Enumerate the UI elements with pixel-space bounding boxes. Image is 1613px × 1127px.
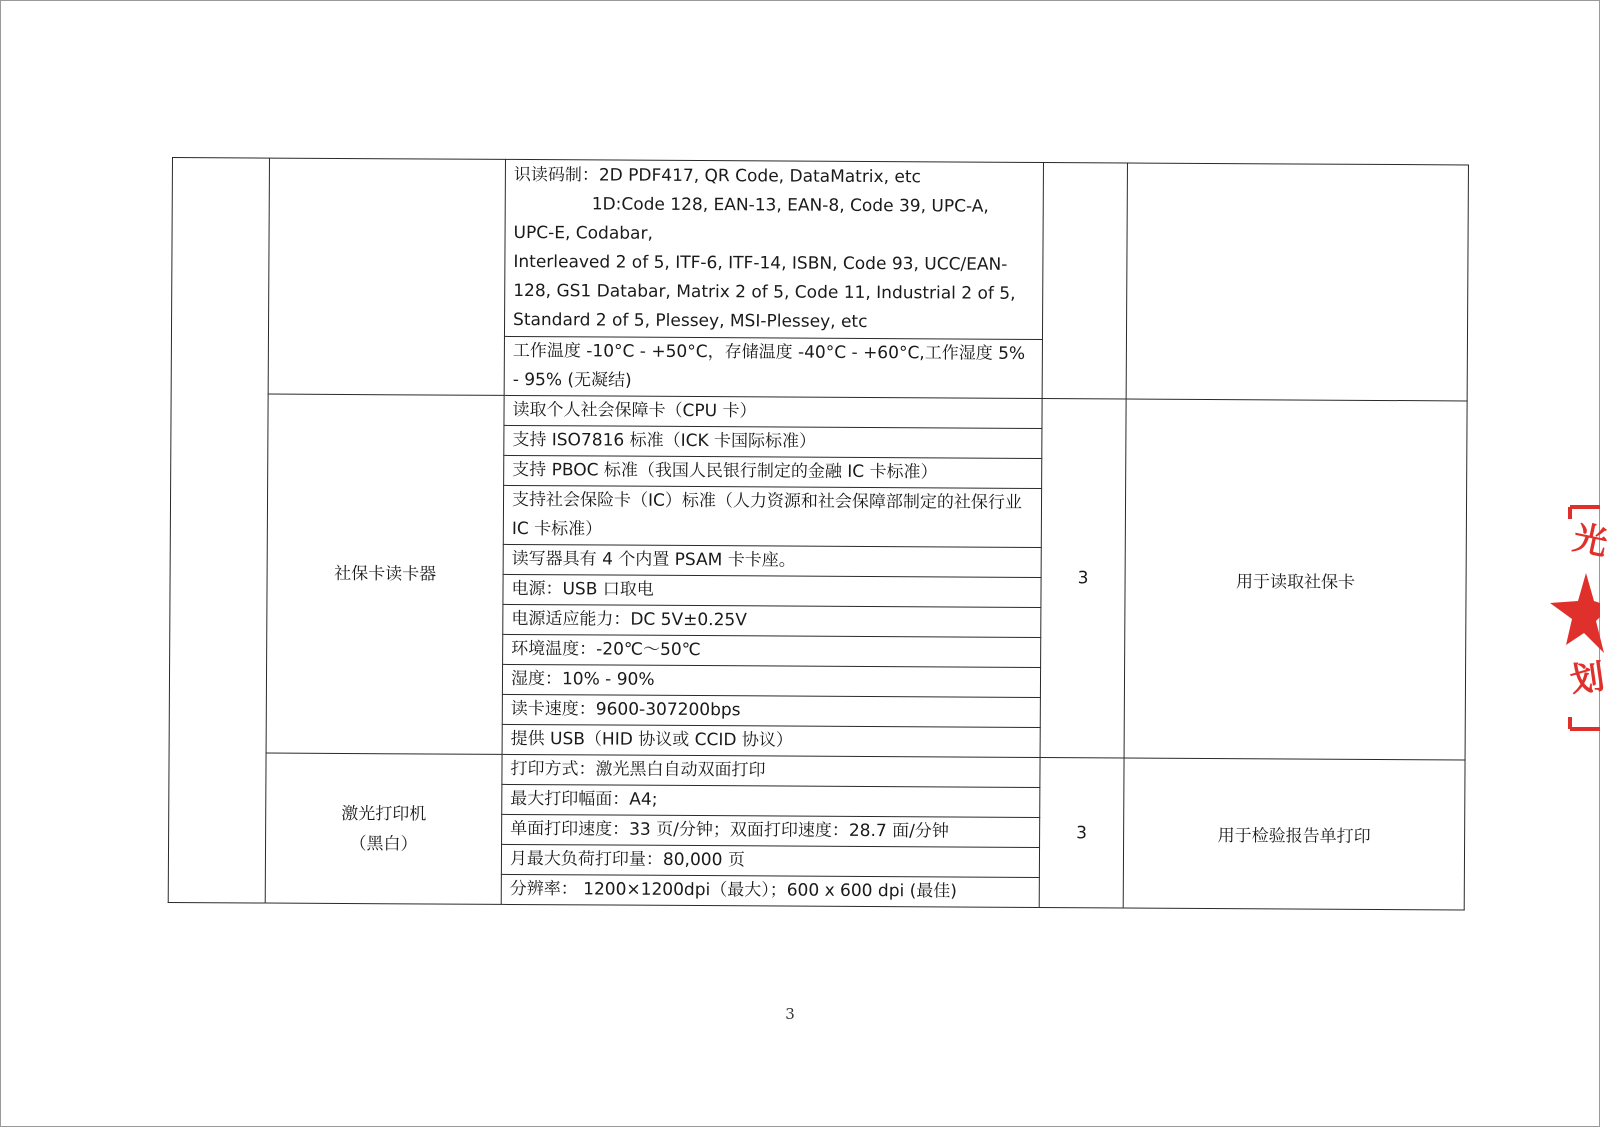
table-row bbox=[171, 158, 1468, 342]
table-row bbox=[171, 393, 1467, 430]
seal-character: 划 bbox=[1567, 656, 1608, 702]
spec-line: 识读码制：2D PDF417, QR Code, DataMatrix, etc bbox=[513, 164, 921, 188]
spec-cell: 湿度：10% - 90% bbox=[502, 664, 1040, 697]
spec-cell: 月最大负荷打印量：80,000 页 bbox=[501, 844, 1039, 877]
spec-cell: 最大打印幅面：A4; bbox=[502, 784, 1040, 817]
device-name-cell bbox=[268, 158, 505, 395]
spec-cell: 电源：USB 口取电 bbox=[503, 574, 1041, 607]
table-row bbox=[169, 752, 1465, 789]
red-seal-stamp bbox=[1548, 505, 1612, 733]
spec-cell bbox=[504, 159, 1043, 339]
spec-cell: 电源适应能力：DC 5V±0.25V bbox=[503, 604, 1041, 637]
spec-cell: 环境温度：-20℃～50℃ bbox=[503, 634, 1041, 667]
spec-cell: 单面打印速度：33 页/分钟；双面打印速度：28.7 面/分钟 bbox=[502, 814, 1040, 847]
spec-line: Interleaved 2 of 5, ITF-6, ITF-14, ISBN, Code 93, UCC/EAN-128, GS1 Databar, Matrix 2 of 5, Code 11, Industrial 2 of 5, Standard 2 of 5, Plessey, MSI-Plessey, etc bbox=[513, 251, 1016, 333]
equipment-spec-table bbox=[168, 157, 1469, 910]
spec-cell: 支持社会保险卡（IC）标准（人力资源和社会保障部制定的社保行业 IC 卡标准） bbox=[503, 485, 1041, 547]
spec-cell: 读写器具有 4 个内置 PSAM 卡卡座。 bbox=[503, 544, 1041, 577]
page-number: 3 bbox=[785, 1005, 795, 1023]
category-cell bbox=[168, 158, 269, 904]
spec-cell: 打印方式：激光黑白自动双面打印 bbox=[502, 754, 1040, 787]
spec-cell: 支持 PBOC 标准（我国人民银行制定的金融 IC 卡标准） bbox=[504, 455, 1042, 488]
spec-cell: 支持 ISO7816 标准（ICK 卡国际标准） bbox=[504, 425, 1042, 458]
spec-cell: 读取个人社会保障卡（CPU 卡） bbox=[504, 395, 1042, 428]
device-name-line: （黑白） bbox=[349, 833, 418, 854]
usage-cell: 用于读取社保卡 bbox=[1124, 399, 1467, 760]
device-name-cell bbox=[265, 753, 502, 904]
usage-cell bbox=[1126, 163, 1468, 401]
device-name-cell: 社保卡读卡器 bbox=[266, 394, 504, 754]
spec-cell: 提供 USB（HID 协议或 CCID 协议） bbox=[502, 724, 1040, 757]
seal-character: 光 bbox=[1569, 517, 1612, 565]
quantity-cell: 3 bbox=[1039, 758, 1124, 908]
device-name-line: 激光打印机 bbox=[341, 803, 427, 824]
spec-line: 1D:Code 128, EAN-13, EAN-8, Code 39, UPC-A, UPC-E, Codabar, bbox=[513, 194, 989, 244]
spec-cell: 工作温度 -10°C - +50°C，存储温度 -40°C - +60°C,工作湿度 5% - 95% (无凝结) bbox=[504, 336, 1042, 398]
spec-cell: 读卡速度：9600-307200bps bbox=[502, 694, 1040, 727]
spec-cell: 分辨率： 1200×1200dpi（最大）；600 x 600 dpi (最佳) bbox=[501, 874, 1039, 907]
quantity-cell bbox=[1042, 163, 1127, 399]
quantity-cell: 3 bbox=[1040, 399, 1126, 758]
usage-cell: 用于检验报告单打印 bbox=[1123, 758, 1465, 910]
